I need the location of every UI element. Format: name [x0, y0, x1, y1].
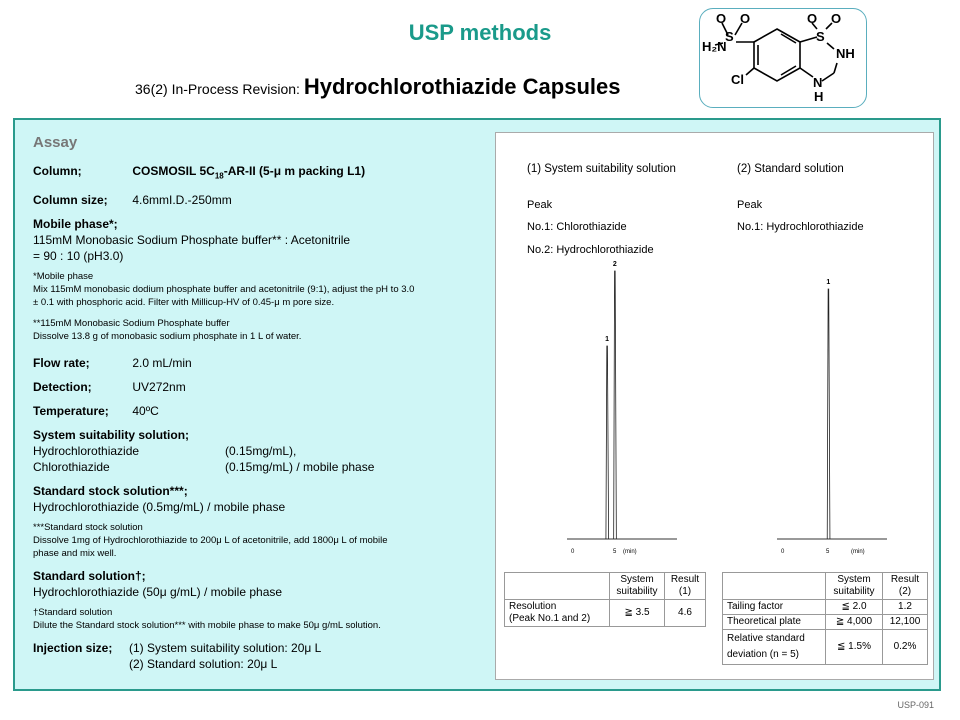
column-size-value: 4.6mmI.D.-250mm	[132, 193, 232, 208]
atom-o-2: O	[740, 11, 751, 26]
flow-rate-label: Flow rate;	[33, 356, 90, 371]
ss-item2-conc: (0.15mg/mL) / mobile phase	[225, 460, 375, 475]
stock-solution-row	[33, 483, 493, 515]
t1-h1-l1: System	[620, 574, 654, 585]
t1-r-l1: Resolution	[509, 601, 557, 612]
stock-note-line2: phase and mix well.	[33, 548, 117, 560]
system-suitability-label: System suitability solution;	[33, 428, 190, 443]
std-note-title: †Standard solution	[33, 607, 113, 619]
table2-row3-result: 0.2%	[882, 630, 927, 665]
mp-note-line2: ± 0.1 with phosphoric acid. Filter with Millicup-HV of 0.45-μ m pore size.	[33, 297, 335, 309]
ss-item1-name: Hydrochlorothiazide	[33, 444, 140, 459]
injection-size-label: Injection size;	[33, 641, 113, 656]
mobile-phase-row	[33, 216, 493, 264]
chrom1-peak-2	[614, 271, 617, 539]
atom-h: H	[814, 89, 824, 104]
chromatogram-standard	[771, 261, 921, 561]
stock-solution-label: Standard stock solution***;	[33, 484, 188, 499]
assay-panel	[13, 118, 941, 691]
atom-s-left: S	[725, 29, 734, 44]
section-title: Assay	[33, 134, 78, 151]
table2-row2-label: Theoretical plate	[723, 615, 826, 630]
mobile-phase-label: Mobile phase*;	[33, 217, 118, 232]
chrom2-axis-unit: (min)	[851, 549, 865, 555]
buffer-note	[33, 317, 493, 343]
chemical-structure-box	[699, 8, 867, 108]
system-suitability-row	[33, 427, 493, 475]
t2-r3-l1: Relative standard	[727, 633, 805, 644]
t2-r3-l2: deviation (n = 5)	[727, 649, 799, 660]
detection-label: Detection;	[33, 380, 92, 395]
table2-row3-req: ≦ 1.5%	[826, 630, 883, 665]
chrom1-axis-unit: (min)	[623, 549, 637, 555]
subtitle-main: Hydrochlorothiazide Capsules	[303, 74, 621, 99]
table-row	[505, 600, 706, 627]
method-conditions	[33, 134, 493, 680]
t2-h2-l1: Result	[890, 574, 920, 585]
subtitle-prefix: 36(2) In-Process Revision:	[135, 81, 300, 97]
chrom1-tick-5: 5	[613, 549, 617, 555]
standard-solution-row	[33, 568, 493, 600]
table1-row-label	[505, 600, 610, 627]
injection-line2: (2) Standard solution: 20μ L	[129, 657, 278, 672]
column-size-row	[33, 192, 493, 208]
stock-note-title: ***Standard stock solution	[33, 522, 143, 534]
atom-nh2: H₂N	[702, 39, 727, 54]
chemical-structure	[700, 9, 866, 107]
ss-item-2	[33, 459, 493, 475]
t2-h1-l2: suitability	[833, 586, 875, 597]
ss-solution-title: (1) System suitability solution	[527, 163, 676, 175]
table2-header-result	[882, 573, 927, 600]
t2-h2-l2: (2)	[898, 586, 912, 597]
temperature-value: 40ºC	[132, 404, 159, 419]
mobile-phase-line2: = 90 : 10 (pH3.0)	[33, 249, 124, 264]
ss-peak-2: No.2: Hydrochlorothiazide	[527, 244, 654, 256]
temperature-label: Temperature;	[33, 404, 109, 419]
std-peak-label: Peak	[737, 199, 763, 211]
page-subtitle	[135, 74, 620, 100]
ss-peak-label: Peak	[527, 199, 553, 211]
table2-row3-label	[723, 630, 826, 665]
table2-row2-req: ≧ 4,000	[826, 615, 883, 630]
atom-o-4: O	[831, 11, 842, 26]
column-row	[33, 163, 493, 184]
table1-row-result: 4.6	[665, 600, 706, 627]
atom-o-3: O	[807, 11, 818, 26]
table1-header	[505, 573, 706, 600]
atom-s-right: S	[816, 29, 825, 44]
table1-row-req: ≧ 3.5	[610, 600, 665, 627]
t1-h1-l2: suitability	[616, 586, 658, 597]
table-row	[723, 600, 928, 615]
page-title: USP methods	[408, 20, 552, 45]
buffer-note-title: **115mM Monobasic Sodium Phosphate buffer	[33, 318, 230, 330]
table-row	[723, 615, 928, 630]
temperature-row	[33, 403, 493, 419]
detection-value: UV272nm	[132, 380, 186, 395]
chrom2-tick-5: 5	[826, 549, 830, 555]
chrom1-peak-label-2: 2	[612, 261, 617, 268]
t1-r-l2: (Peak No.1 and 2)	[509, 613, 591, 624]
t1-h2-l1: Result	[670, 574, 700, 585]
injection-line1: (1) System suitability solution: 20μ L	[129, 641, 322, 656]
flow-rate-value: 2.0 mL/min	[132, 356, 192, 371]
stock-note-line1: Dissolve 1mg of Hydrochlorothiazide to 200μ L of acetonitrile, add 1800μ L of mobile	[33, 535, 388, 547]
column-value-sub: 18	[214, 171, 224, 181]
table2-row1-req: ≦ 2.0	[826, 600, 883, 615]
column-label: Column;	[33, 164, 82, 178]
column-value	[132, 164, 366, 181]
column-value-post: -AR-II (5-μ m packing L1)	[223, 164, 366, 178]
table-row	[723, 630, 928, 665]
chrom2-peak-label-1: 1	[826, 279, 831, 286]
std-note-line1: Dilute the Standard stock solution*** with mobile phase to make 50μ g/mL solution.	[33, 620, 381, 632]
stock-solution-value: Hydrochlorothiazide (0.5mg/mL) / mobile phase	[33, 500, 286, 515]
table2-row1-label: Tailing factor	[723, 600, 826, 615]
t1-h2-l2: (1)	[678, 586, 692, 597]
chrom1-peak-1	[606, 346, 609, 539]
atom-n: N	[813, 75, 823, 90]
mobile-phase-note	[33, 270, 493, 309]
atom-o-1: O	[716, 11, 727, 26]
column-size-label: Column size;	[33, 193, 108, 208]
std-solution-title: (2) Standard solution	[737, 163, 844, 175]
table2-header-ss	[826, 573, 883, 600]
mp-note-title: *Mobile phase	[33, 271, 94, 283]
t2-h1-l1: System	[837, 574, 871, 585]
flow-rate-row	[33, 355, 493, 371]
results-table-system-suitability	[504, 572, 706, 627]
table2-row2-result: 12,100	[882, 615, 927, 630]
chrom2-peak-1	[827, 289, 830, 539]
standard-solution-label: Standard solution†;	[33, 569, 146, 584]
results-table-standard	[722, 572, 928, 665]
mp-note-line1: Mix 115mM monobasic dodium phosphate buffer and acetonitrile (9:1), adjust the pH to 3.0	[33, 284, 415, 296]
table1-header-empty	[505, 573, 610, 600]
standard-solution-value: Hydrochlorothiazide (50μ g/mL) / mobile phase	[33, 585, 283, 600]
footer-code: USP-091	[897, 700, 934, 710]
ss-peak-1: No.1: Chlorothiazide	[527, 221, 627, 233]
table2-header	[723, 573, 928, 600]
column-value-pre: COSMOSIL 5C	[132, 164, 215, 178]
table2-header-empty	[723, 573, 826, 600]
chrom2-tick-0: 0	[781, 549, 785, 555]
chrom1-tick-0: 0	[571, 549, 575, 555]
std-peak-1: No.1: Hydrochlorothiazide	[737, 221, 864, 233]
atom-cl: Cl	[731, 72, 744, 87]
atom-nh: NH	[836, 46, 855, 61]
table1-header-result	[665, 573, 706, 600]
mobile-phase-line1: 115mM Monobasic Sodium Phosphate buffer** : Acetonitrile	[33, 233, 351, 248]
ss-item1-conc: (0.15mg/mL),	[225, 444, 297, 459]
table1-header-ss	[610, 573, 665, 600]
standard-note	[33, 606, 493, 632]
ss-item2-name: Chlorothiazide	[33, 460, 110, 475]
ss-item-1	[33, 443, 493, 459]
chrom1-peak-label-1: 1	[605, 336, 610, 344]
injection-size-row	[33, 640, 493, 672]
table2-row1-result: 1.2	[882, 600, 927, 615]
stock-note	[33, 521, 493, 560]
detection-row	[33, 379, 493, 395]
buffer-note-line1: Dissolve 13.8 g of monobasic sodium phosphate in 1 L of water.	[33, 331, 302, 343]
results-panel	[495, 132, 934, 680]
chromatogram-system-suitability	[561, 261, 711, 561]
